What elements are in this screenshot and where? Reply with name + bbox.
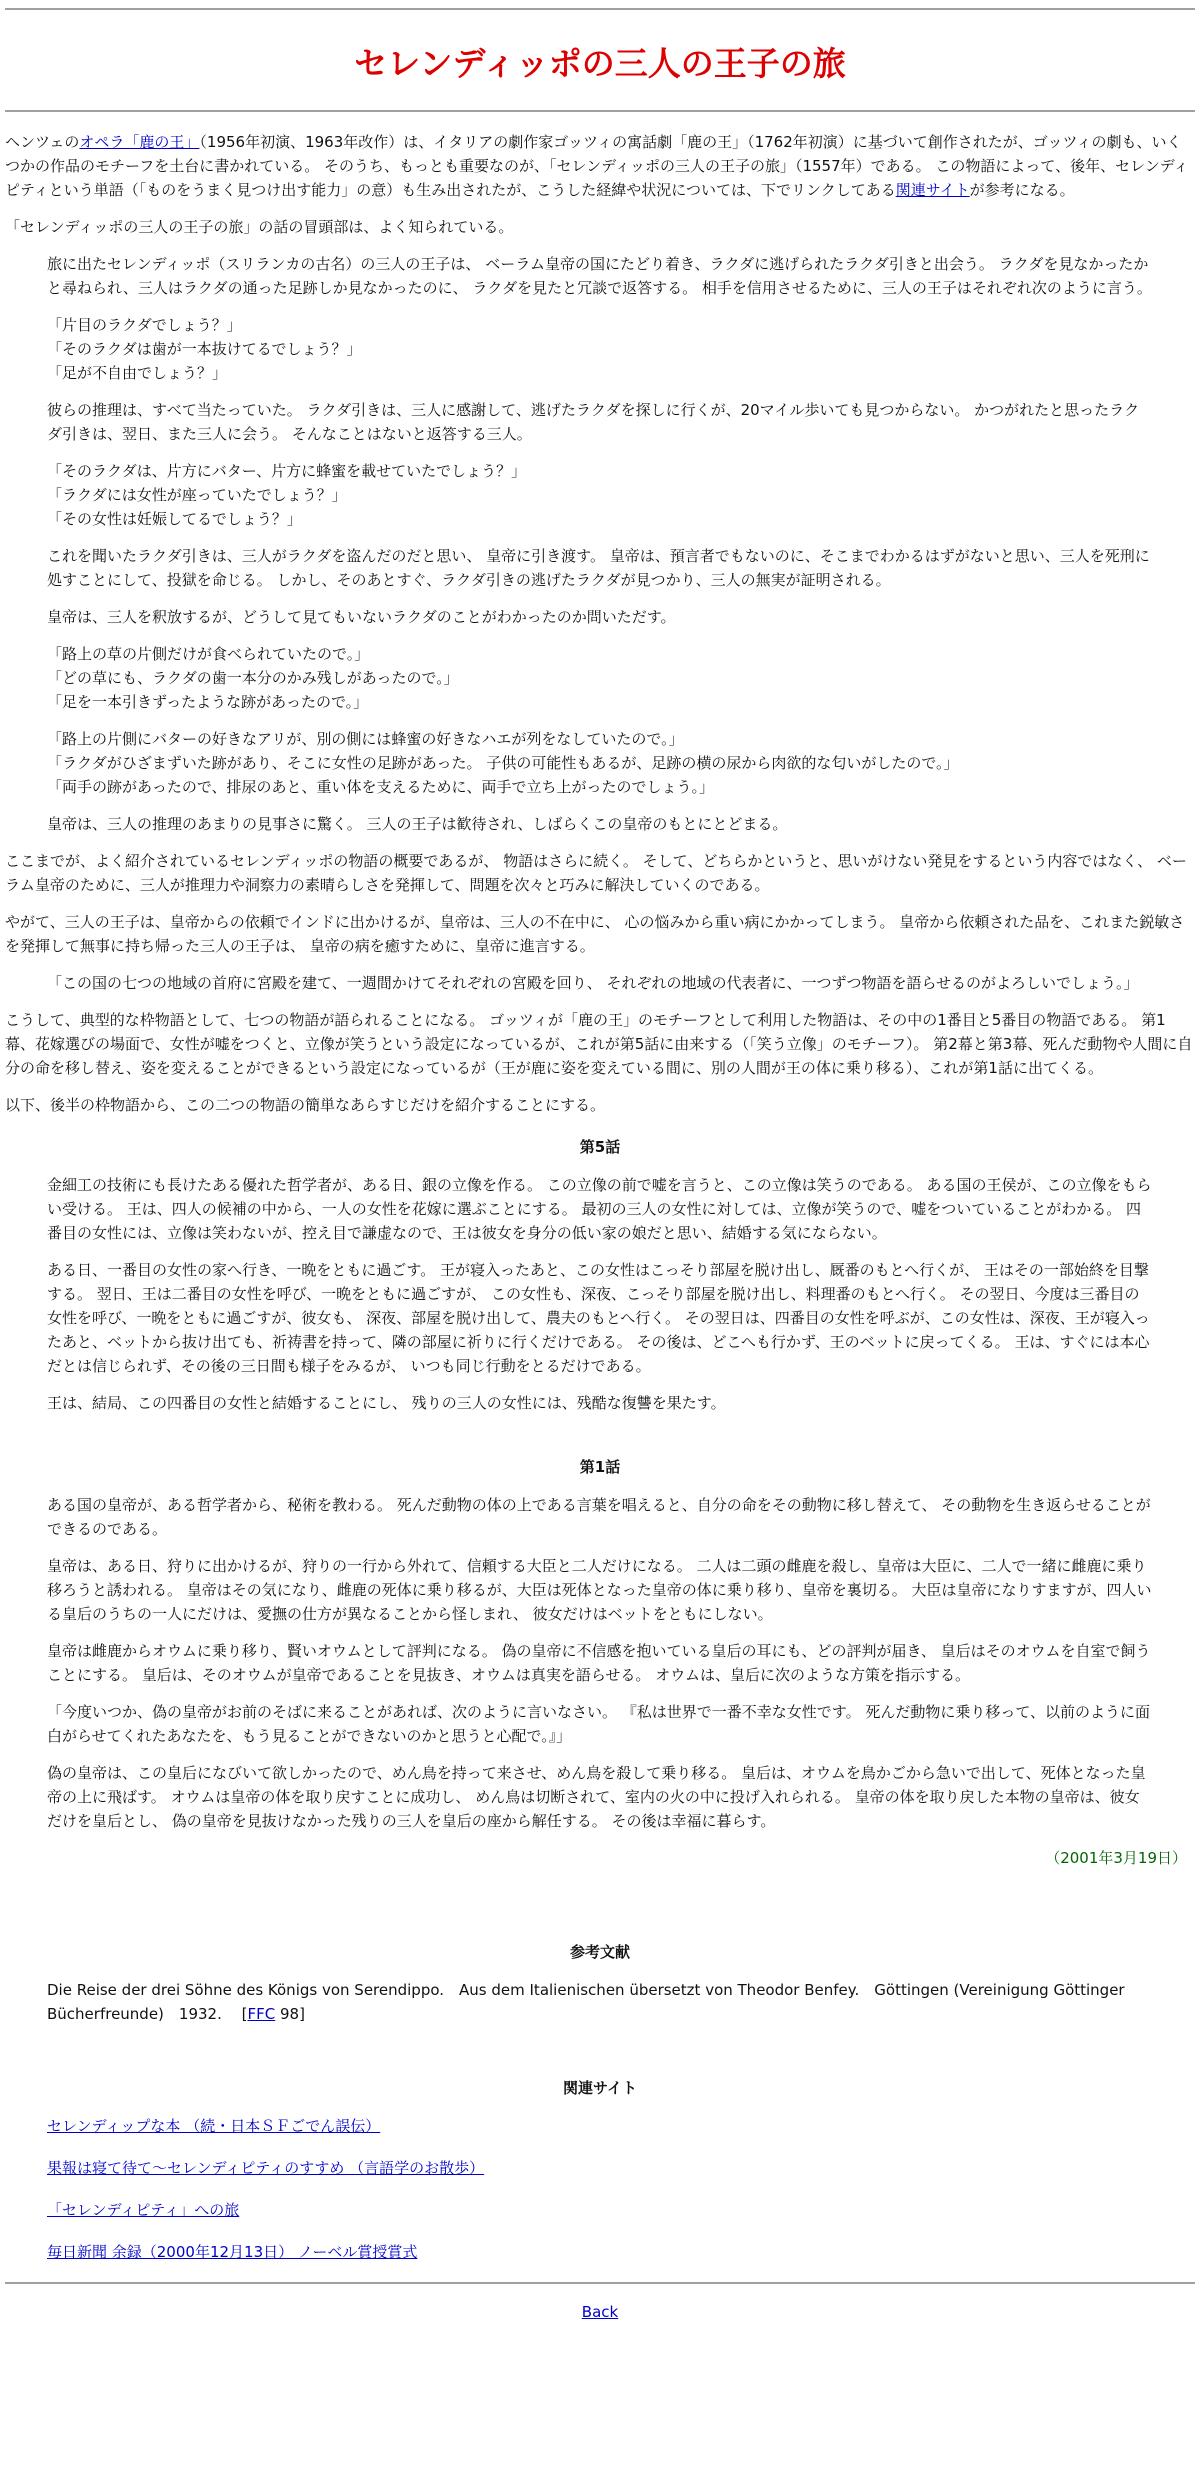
reference-entry bbox=[47, 1978, 1153, 2026]
chapter1-paragraph: 皇帝は雌鹿からオウムに乗り移り、賢いオウムとして評判になる。 偽の皇帝に不信感を抱いている皇后の耳にも、どの評判が届き、 皇后はそのオウムを自室で飼うことにする。 皇后は、そのオウムが皇帝であることを見抜き、オウムは真実を語らせる。 オウムは、皇后に次のような方策を指示する。 bbox=[47, 1642, 1151, 1684]
back-link[interactable]: Back bbox=[581, 2303, 619, 2321]
chapter5-paragraph: ある日、一番目の女性の家へ行き、一晩をともに過ごす。 王が寝入ったあと、この女性はこっそり部屋を脱け出し、厩番のもとへ行くが、 王はその一部始終を目撃する。 翌日、王は二番目の女性を呼び、一晩をともに過ごすが、 この女性も、深夜、こっそり部屋を脱け出し、料理番のもとへ行く。 その翌日、今度は三番目の女性を呼び、一晩をともに過ごすが、彼女も、 深夜、部屋を脱け出して、農夫のもとへ行く。 その翌日は、四番目の女性を呼ぶが、この女性は、深夜、王が寝入ったあと、ベットから抜け出ても、祈祷書を持って、隣の部屋に祈りに行くだけである。 その後は、どこへも行かず、王のベットに戻ってくる。 王は、すぐには本心だとは信じられず、その後の三日間も様子をみるが、 いつも同じ行動をとるだけである。 bbox=[47, 1261, 1150, 1375]
related-links bbox=[47, 2114, 1153, 2264]
chapter1-heading: 第1話 bbox=[579, 1458, 621, 1476]
quote-line: 「両手の跡があったので、排尿のあと、重い体を支えるために、両手で立ち上がったのでしょう。」 bbox=[47, 778, 715, 796]
related-item bbox=[47, 2156, 1153, 2180]
body-paragraph: 以下、後半の枠物語から、この二つの物語の簡単なあらすじだけを紹介することにする。 bbox=[5, 1096, 606, 1114]
quote-line: 「その女性は妊娠してるでしょう？」 bbox=[47, 510, 302, 528]
chapter1-block bbox=[47, 1493, 1153, 1833]
references-heading: 参考文献 bbox=[569, 1943, 630, 1961]
chapter1-paragraph: 偽の皇帝は、この皇后になびいて欲しかったので、めん鳥を持って来させ、めん鳥を殺して乗り移る。 皇后は、オウムを鳥かごから急いで出して、死体となった皇帝の上に飛ばす。 オウムは皇帝の体を取り戻すことに成功し、 めん鳥は切断されて、室内の火の中に投げ入れられる。 皇帝の体を取り戻した本物の皇帝は、彼女だけを皇后とし、 偽の皇帝を見抜けなかった残りの三人を皇后の座から解任する。 その後は幸福に暮らす。 bbox=[47, 1764, 1146, 1830]
chapter5-paragraph: 王は、結局、この四番目の女性と結婚することにし、 残りの三人の女性には、残酷な復讐を果たす。 bbox=[47, 1394, 726, 1412]
related-item bbox=[47, 2114, 1153, 2138]
quote-line: 「路上の草の片側だけが食べられていたので。」 bbox=[47, 645, 370, 663]
intro-text: ヘンツェの bbox=[5, 133, 80, 151]
bottom-divider bbox=[5, 2282, 1195, 2284]
story-paragraph: これを聞いたラクダ引きは、三人がラクダを盗んだのだと思い、 皇帝に引き渡す。 皇帝は、預言者でもないのに、そこまでわかるはずがないと思い、三人を死刑に処すことにして、投獄を命じる。 しかし、そのあとすぐ、ラクダ引きの逃げたラクダが見つかり、三人の無実が証明される。 bbox=[47, 547, 1150, 589]
body-paragraph: やがて、三人の王子は、皇帝からの依頼でインドに出かけるが、皇帝は、三人の不在中に、 心の悩みから重い病にかかってしまう。 皇帝から依頼された品を、これまた鋭敏さを発揮して無事に持ち帰った三人の王子は、 皇帝の病を癒すために、皇帝に進言する。 bbox=[5, 913, 1185, 955]
quote-line: 「足を一本引きずったような跡があったので。」 bbox=[47, 693, 369, 711]
chapter5-heading: 第5話 bbox=[579, 1138, 621, 1156]
related-link[interactable]: 毎日新聞 余録（2000年12月13日） ノーベル賞授賞式 bbox=[47, 2243, 418, 2261]
quote-line: 「片目のラクダでしょう？」 bbox=[47, 316, 242, 334]
palace-quote bbox=[47, 971, 1153, 995]
body-paragraph: こうして、典型的な枠物語として、七つの物語が語られることになる。 ゴッツィが「鹿の王」のモチーフとして利用した物語は、その中の1番目と5番目の物語である。 第1幕、花嫁選びの場面で、女性が嘘をつくと、立像が笑うという設定になっているが、これが第5話に由来する（「笑う立像」のモチーフ）。 第2幕と第3幕、死んだ動物や人間に自分の命を移し替え、姿を変えることができるという設定になっているが（王が鹿に姿を変えている間に、別の人間が王の体に乗り移る）、これが第1話に出てくる。 bbox=[5, 1011, 1193, 1077]
quote-line: 「そのラクダは、片方にバター、片方に蜂蜜を載せていたでしょう？」 bbox=[47, 462, 527, 480]
ffc-link[interactable]: FFC bbox=[247, 2005, 276, 2023]
quote-line: 「路上の片側にバターの好きなアリが、別の側には蜂蜜の好きなハエが列をなしていたので。」 bbox=[47, 730, 684, 748]
publish-date: （2001年3月19日） bbox=[1045, 1849, 1187, 1867]
intro-text: が参考になる。 bbox=[969, 181, 1075, 199]
references-block bbox=[47, 1978, 1153, 2026]
quote-line: 「そのラクダは歯が一本抜けてるでしょう？」 bbox=[47, 340, 362, 358]
chapter1-paragraph: 「今度いつか、偽の皇帝がお前のそばに来ることがあれば、次のように言いなさい。 『私は世界で一番不幸な女性です。 死んだ動物に乗り移って、以前のように面白がらせてくれたあなたを、もう見ることができないのかと思うと心配で。』」 bbox=[47, 1703, 1151, 1745]
related-item bbox=[47, 2240, 1153, 2264]
reference-text: Die Reise der drei Söhne des Königs von Serendippo. Aus dem Italienischen übersetzt von Theodor Benfey. Göttingen (Vereinigung Göttinger Bücherfreunde) 1932. [ bbox=[47, 1981, 1125, 2023]
related-sites-link[interactable]: 関連サイト bbox=[895, 181, 970, 199]
story-paragraph: 皇帝は、三人を釈放するが、どうして見てもいないラクダのことがわかったのか問いただす。 bbox=[47, 608, 676, 626]
quote-line: 「どの草にも、ラクダの歯一本分のかみ残しがあったので。」 bbox=[47, 669, 459, 687]
quote-line: 「足が不自由でしょう？」 bbox=[47, 364, 228, 382]
related-item bbox=[47, 2198, 1153, 2222]
quote-block bbox=[47, 459, 1153, 531]
intro-paragraph bbox=[5, 130, 1195, 202]
quote-line: 「ラクダには女性が座っていたでしょう？」 bbox=[47, 486, 347, 504]
page-title: セレンディッポの三人の王子の旅 bbox=[354, 44, 846, 83]
title-divider bbox=[5, 110, 1195, 112]
related-link[interactable]: 果報は寝て待て〜セレンディピティのすすめ （言語学のお散歩） bbox=[47, 2159, 485, 2177]
story-paragraph: 彼らの推理は、すべて当たっていた。 ラクダ引きは、三人に感謝して、逃げたラクダを探しに行くが、20マイル歩いても見つからない。 かつがれたと思ったラクダ引きは、翌日、また三人に会う。 そんなことはないと返答する三人。 bbox=[47, 401, 1140, 443]
page bbox=[5, 8, 1195, 2324]
quote-line: 「この国の七つの地域の首府に宮殿を建て、一週間かけてそれぞれの宮殿を回り、 それぞれの地域の代表者に、一つずつ物語を語らせるのがよろしいでしょう。」 bbox=[47, 974, 1139, 992]
quote-block bbox=[47, 313, 1153, 385]
story-block bbox=[47, 252, 1153, 836]
chapter1-paragraph: ある国の皇帝が、ある哲学者から、秘術を教わる。 死んだ動物の体の上である言葉を唱えると、自分の命をその動物に移し替えて、 その動物を生き返らせることができるのである。 bbox=[47, 1496, 1151, 1538]
quote-block bbox=[47, 727, 1153, 799]
chapter5-paragraph: 金細工の技術にも長けたある優れた哲学者が、ある日、銀の立像を作る。 この立像の前で嘘を言うと、この立像は笑うのである。 ある国の王侯が、この立像をもらい受ける。 王は、四人の候補の中から、一人の女性を花嫁に選ぶことにする。 最初の三人の女性に対しては、立像が笑うので、嘘をついていることがわかる。 四番目の女性には、立像は笑わないが、控え目で謙虚なので、王は彼女を身分の低い家の娘だと思い、結婚する気にならない。 bbox=[47, 1176, 1152, 1242]
related-link[interactable]: セレンディップな本 （続・日本ＳＦごでん誤伝） bbox=[47, 2117, 381, 2135]
quote-block bbox=[47, 642, 1153, 714]
intro-text: （1956年初演、1963年改作）は、イタリアの劇作家ゴッツィの寓話劇「鹿の王」（1762年初演）に基づいて創作されたが、ゴッツィの劇も、いくつかの作品のモチーフを土台に書かれている。 そのうち、もっとも重要なのが、「セレンディッポの三人の王子の旅」（1557年）である。 この物語によって、後年、セレンディピティという単語（「ものをうまく見つけ出す能力」の意）も生み出されたが、こうした経緯や状況については、下でリンクしてある bbox=[5, 133, 1189, 199]
quote-line: 「ラクダがひざまずいた跡があり、そこに女性の足跡があった。 子供の可能性もあるが、足跡の横の尿から肉欲的な匂いがしたので。」 bbox=[47, 754, 959, 772]
opera-link[interactable]: オペラ「鹿の王」 bbox=[79, 133, 200, 151]
reference-text: 98] bbox=[275, 2005, 305, 2023]
body-paragraph: ここまでが、よく紹介されているセレンディッポの物語の概要であるが、 物語はさらに続く。 そして、どちらかというと、思いがけない発見をするという内容ではなく、 ベーラム皇帝のために、三人が推理力や洞察力の素晴らしさを発揮して、問題を次々と巧みに解決していくのである。 bbox=[5, 852, 1187, 894]
related-link[interactable]: 「セレンディピティ」への旅 bbox=[47, 2201, 240, 2219]
story-paragraph: 旅に出たセレンディッポ（スリランカの古名）の三人の王子は、 ベーラム皇帝の国にたどり着き、ラクダに逃げられたラクダ引きと出会う。 ラクダを見なかったかと尋ねられ、三人はラクダの通った足跡しか見なかったのに、 ラクダを見たと冗談で返答する。 相手を信用させるために、三人の王子はそれぞれ次のように言う。 bbox=[47, 255, 1152, 297]
related-heading: 関連サイト bbox=[563, 2079, 637, 2097]
chapter5-block bbox=[47, 1173, 1153, 1415]
chapter1-paragraph: 皇帝は、ある日、狩りに出かけるが、狩りの一行から外れて、信頼する大臣と二人だけになる。 二人は二頭の雌鹿を殺し、皇帝は大臣に、二人で一緒に雌鹿に乗り移ろうと誘われる。 皇帝はその気になり、雌鹿の死体に乗り移るが、大臣は死体となった皇帝の体に乗り移り、皇帝を裏切る。 大臣は皇帝になりすますが、四人いる皇后のうちの一人にだけは、愛撫の仕方が異なることから怪しまれ、 彼女だけはベットをともにしない。 bbox=[47, 1557, 1152, 1623]
back-container bbox=[5, 2300, 1195, 2324]
story-paragraph: 皇帝は、三人の推理のあまりの見事さに驚く。 三人の王子は歓待され、しばらくこの皇帝のもとにとどまる。 bbox=[47, 815, 788, 833]
top-divider bbox=[5, 8, 1195, 10]
opening-paragraph: 「セレンディッポの三人の王子の旅」の話の冒頭部は、よく知られている。 bbox=[5, 218, 514, 236]
